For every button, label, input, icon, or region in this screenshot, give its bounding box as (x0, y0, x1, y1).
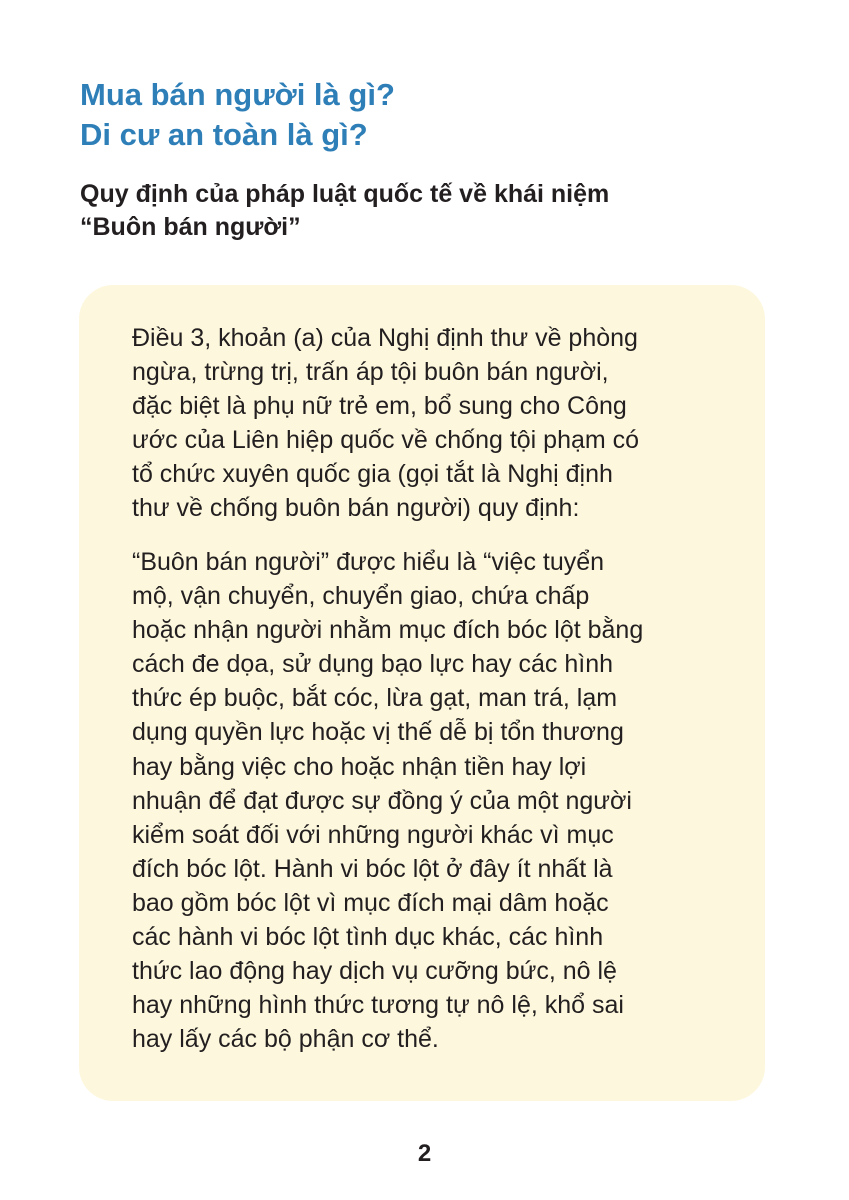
text-line: nhuận để đạt được sự đồng ý của một người (132, 786, 632, 815)
text-line: hay lấy các bộ phận cơ thể. (132, 1025, 439, 1054)
text-line: tổ chức xuyên quốc gia (gọi tắt là Nghị định (132, 460, 613, 489)
text-line: ngừa, trừng trị, trấn áp tội buôn bán người, (132, 358, 609, 387)
text-line: hay những hình thức tương tự nô lệ, khổ sai (132, 991, 624, 1020)
text-line: thức lao động hay dịch vụ cưỡng bức, nô lệ (132, 957, 617, 986)
text-line: dụng quyền lực hoặc vị thế dễ bị tổn thương (132, 718, 624, 747)
text-line: Điều 3, khoản (a) của Nghị định thư về phòng (132, 324, 638, 352)
text-line: hoặc nhận người nhằm mục đích bóc lột bằng (132, 616, 644, 645)
text-line: “Buôn bán người” được hiểu là “việc tuyển (132, 548, 605, 576)
heading-line: “Buôn bán người” (80, 213, 301, 241)
definition-intro-paragraph (132, 321, 742, 526)
title-line: Di cư an toàn là gì? (80, 117, 368, 152)
text-line: đặc biệt là phụ nữ trẻ em, bổ sung cho Công (132, 392, 627, 421)
text-line: mộ, vận chuyển, chuyển giao, chứa chấp (132, 582, 590, 611)
definition-box (79, 285, 765, 1101)
text-line: thức ép buộc, bắt cóc, lừa gạt, man trá, lạm (132, 684, 618, 713)
text-line: đích bóc lột. Hành vi bóc lột ở đây ít nhất là (132, 854, 613, 883)
text-line: thư về chống buôn bán người) quy định: (132, 494, 580, 523)
text-line: kiểm soát đối với những người khác vì mục (132, 820, 614, 849)
section-heading (80, 178, 770, 244)
title-line: Mua bán người là gì? (80, 77, 395, 112)
definition-body-paragraph (132, 545, 742, 1056)
text-line: ước của Liên hiệp quốc về chống tội phạm có (132, 426, 640, 455)
heading-line: Quy định của pháp luật quốc tế về khái niệm (80, 180, 610, 208)
page-number: 2 (417, 1140, 432, 1167)
text-line: cách đe dọa, sử dụng bạo lực hay các hình (132, 650, 614, 679)
text-line: hay bằng việc cho hoặc nhận tiền hay lợi (132, 752, 587, 781)
text-line: bao gồm bóc lột vì mục đích mại dâm hoặc (132, 888, 609, 917)
page-title (80, 75, 395, 155)
text-line: các hành vi bóc lột tình dục khác, các hình (132, 923, 604, 952)
